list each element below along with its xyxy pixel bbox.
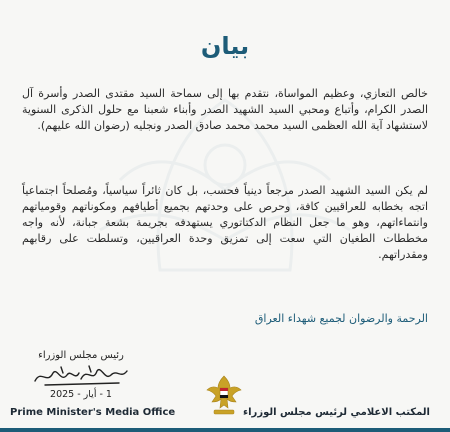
footer-media-office-en: Prime Minister's Media Office [10,407,176,418]
iraq-emblem-icon [202,372,246,418]
handwritten-signature [31,363,131,389]
signature-title: رئيس مجلس الوزراء [38,350,124,361]
statement-paragraph-1: خالص التعازي، وعظيم المواساة، نتقدم بها إلى سماحة السيد مقتدى الصدر وأسرة آل الصدر الكرام، وأتباع ومحبي السيد الشهيد الصدر وأبناء شعبنا مع حلول الذكرى السنوية لاستشهاد آية الله العظمى السيد محمد محمد صادق الصدر ونجليه (رضوان الله عليهم). [22,87,428,132]
closing-line: الرحمة والرضوان لجميع شهداء العراق [254,312,428,325]
signature-date: 1 - أيار - 2025 [50,389,112,400]
statement-paragraph-2: لم يكن السيد الشهيد الصدر مرجعاً دينياً فحسب، بل كان ثائراً سياسياً، ومُصلحاً اجتماعياً اتجه بخطابه للعراقيين كافة، وحرص على وحدتهم بجميع أطيافهم ومكوناتهم وقومياتهم وانتماءاتهم، وهو ما جعل النظام الدكتاتوري يستهدفه بجريمة بشعة جبانة، لأنه واجه مخططات الطغيان التي سعت إلى تمزيق وحدة العراقيين، وتسلطت على رقابهم ومقدراتهم. [22,184,428,261]
statement-title: بيان [200,32,250,60]
signature-block [26,350,136,400]
footer-media-office-ar: المكتب الاعلامي لرئيس مجلس الوزراء [243,407,430,418]
footer-accent-bar [0,428,450,432]
